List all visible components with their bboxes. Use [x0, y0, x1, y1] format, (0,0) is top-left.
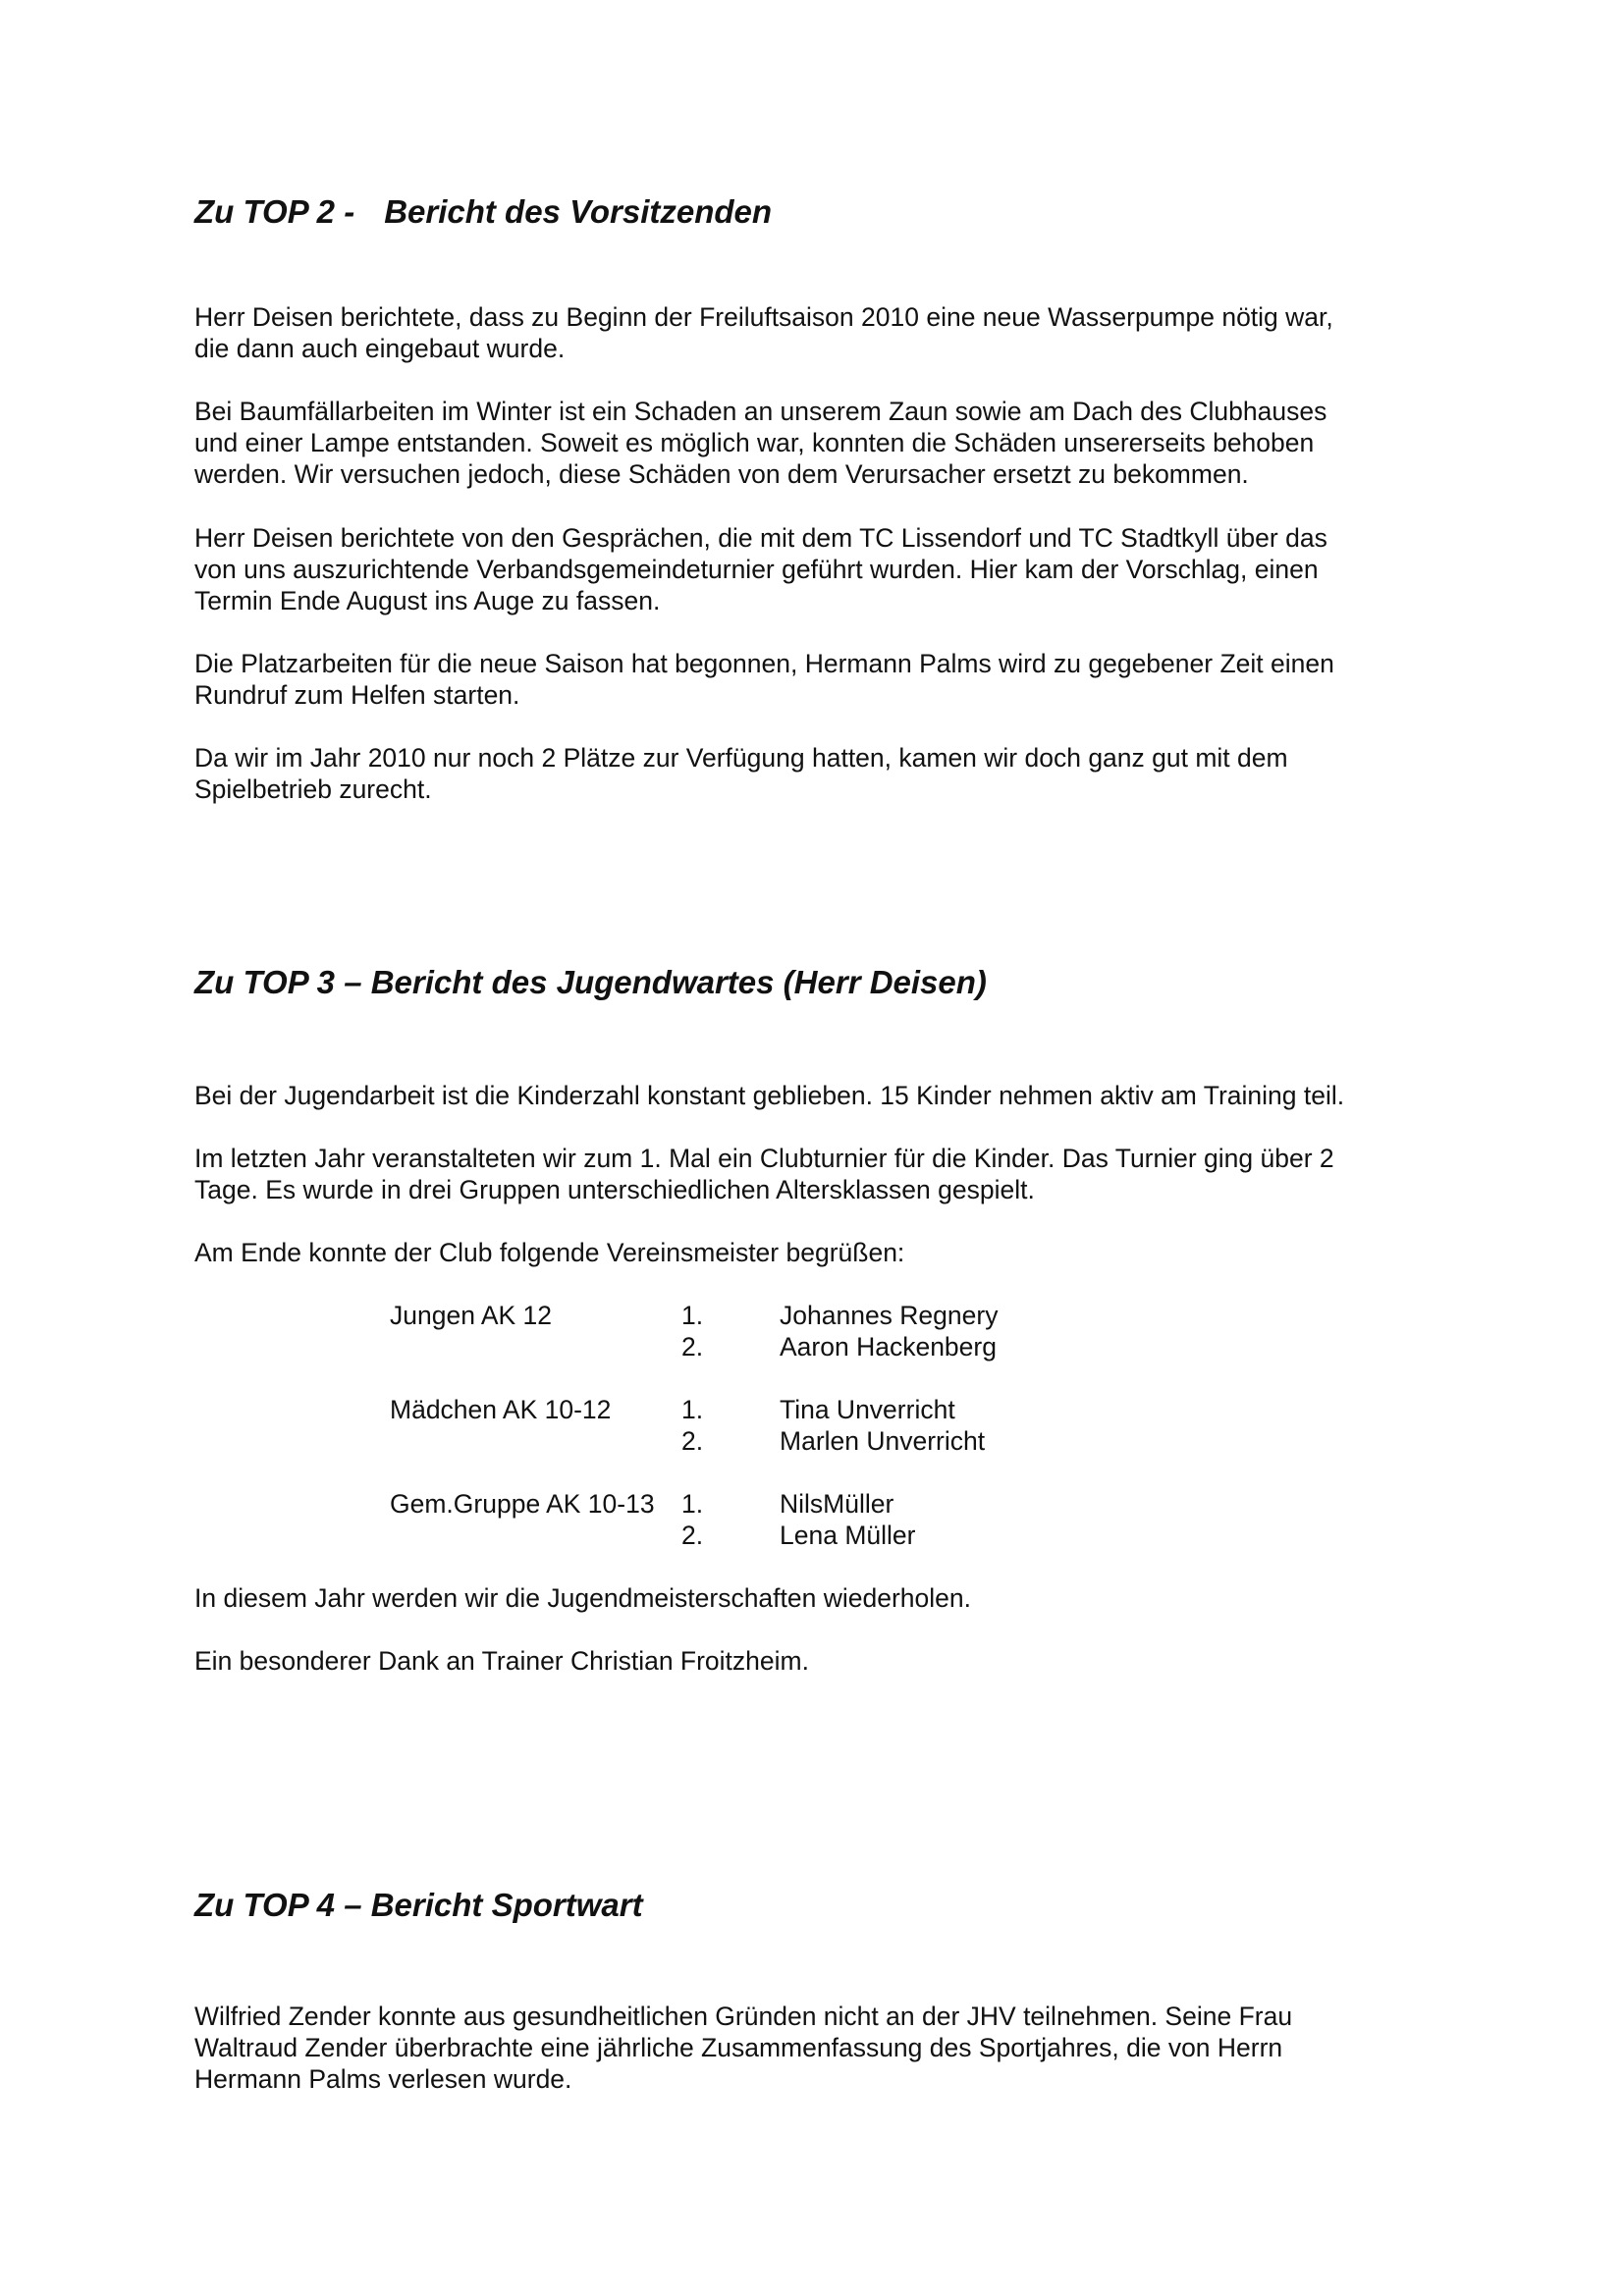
result-group-label: Jungen AK 12: [390, 1301, 553, 1330]
text-line: Spielbetrieb zurecht.: [194, 774, 432, 804]
result-rank: 1.: [681, 1395, 704, 1424]
top3-paragraph-3: [194, 1237, 1471, 1268]
top2-paragraph-5: [194, 742, 1471, 805]
text-line: Bei Baumfällarbeiten im Winter ist ein Schaden an unserem Zaun sowie am Dach des Clubhauses: [194, 397, 1327, 426]
result-group-label: Mädchen AK 10-12: [390, 1395, 612, 1424]
top2-heading-number: Zu TOP 2 -: [194, 193, 355, 230]
result-name: NilsMüller: [780, 1489, 894, 1519]
text-line: Hermann Palms verlesen wurde.: [194, 2064, 572, 2094]
top2-paragraph-3: [194, 522, 1471, 616]
text-line: Am Ende konnte der Club folgende Vereinsmeister begrüßen:: [194, 1238, 905, 1267]
result-rank: 2.: [681, 1332, 704, 1362]
text-line: Herr Deisen berichtete, dass zu Beginn der Freiluftsaison 2010 eine neue Wasserpumpe nötig war,: [194, 302, 1333, 332]
top3-paragraph-1: [194, 1080, 1471, 1111]
top4-heading: Zu TOP 4 – Bericht Sportwart: [194, 1887, 643, 1923]
result-name: Marlen Unverricht: [780, 1426, 986, 1456]
top2-paragraph-2: [194, 396, 1471, 490]
result-name: Johannes Regnery: [780, 1301, 999, 1330]
text-line: Ein besonderer Dank an Trainer Christian Froitzheim.: [194, 1646, 809, 1676]
top3-closing-2: [194, 1645, 1471, 1677]
text-line: In diesem Jahr werden wir die Jugendmeisterschaften wiederholen.: [194, 1583, 972, 1613]
top3-heading: Zu TOP 3 – Bericht des Jugendwartes (Herr Deisen): [194, 964, 987, 1000]
text-line: Termin Ende August ins Auge zu fassen.: [194, 586, 661, 615]
result-name: Aaron Hackenberg: [780, 1332, 997, 1362]
text-line: Wilfried Zender konnte aus gesundheitlichen Gründen nicht an der JHV teilnehmen. Seine Frau: [194, 2002, 1293, 2031]
text-line: Da wir im Jahr 2010 nur noch 2 Plätze zur Verfügung hatten, kamen wir doch ganz gut mit dem: [194, 743, 1288, 773]
text-line: und einer Lampe entstanden. Soweit es möglich war, konnten die Schäden unsererseits behoben: [194, 428, 1315, 457]
result-name: Tina Unverricht: [780, 1395, 955, 1424]
top2-paragraph-4: [194, 648, 1471, 711]
result-rank: 2.: [681, 1426, 704, 1456]
text-line: Bei der Jugendarbeit ist die Kinderzahl konstant geblieben. 15 Kinder nehmen aktiv am Training teil.: [194, 1081, 1345, 1110]
text-line: Rundruf zum Helfen starten.: [194, 680, 520, 710]
result-group-label: Gem.Gruppe AK 10-13: [390, 1489, 655, 1519]
top2-paragraph-1: [194, 301, 1471, 364]
text-line: die dann auch eingebaut wurde.: [194, 334, 566, 363]
top4-paragraph-1: [194, 2001, 1471, 2095]
result-rank: 1.: [681, 1301, 704, 1330]
result-name: Lena Müller: [780, 1521, 916, 1550]
text-line: Tage. Es wurde in drei Gruppen unterschiedlichen Altersklassen gespielt.: [194, 1175, 1035, 1204]
top2-heading-title: Bericht des Vorsitzenden: [384, 193, 773, 230]
text-line: Die Platzarbeiten für die neue Saison hat begonnen, Hermann Palms wird zu gegebener Zeit einen: [194, 649, 1334, 678]
text-line: werden. Wir versuchen jedoch, diese Schäden von dem Verursacher ersetzt zu bekommen.: [194, 459, 1249, 489]
text-line: Im letzten Jahr veranstalteten wir zum 1. Mal ein Clubturnier für die Kinder. Das Turnier ging über 2: [194, 1144, 1334, 1173]
top3-closing-1: [194, 1582, 1471, 1614]
top3-paragraph-2: [194, 1143, 1471, 1205]
result-rank: 2.: [681, 1521, 704, 1550]
text-line: Herr Deisen berichtete von den Gesprächen, die mit dem TC Lissendorf und TC Stadtkyll über das: [194, 523, 1327, 553]
result-rank: 1.: [681, 1489, 704, 1519]
text-line: von uns auszurichtende Verbandsgemeindeturnier geführt wurden. Hier kam der Vorschlag, einen: [194, 555, 1319, 584]
top2-heading: [194, 192, 772, 232]
text-line: Waltraud Zender überbrachte eine jährliche Zusammenfassung des Sportjahres, die von Herrn: [194, 2033, 1283, 2062]
